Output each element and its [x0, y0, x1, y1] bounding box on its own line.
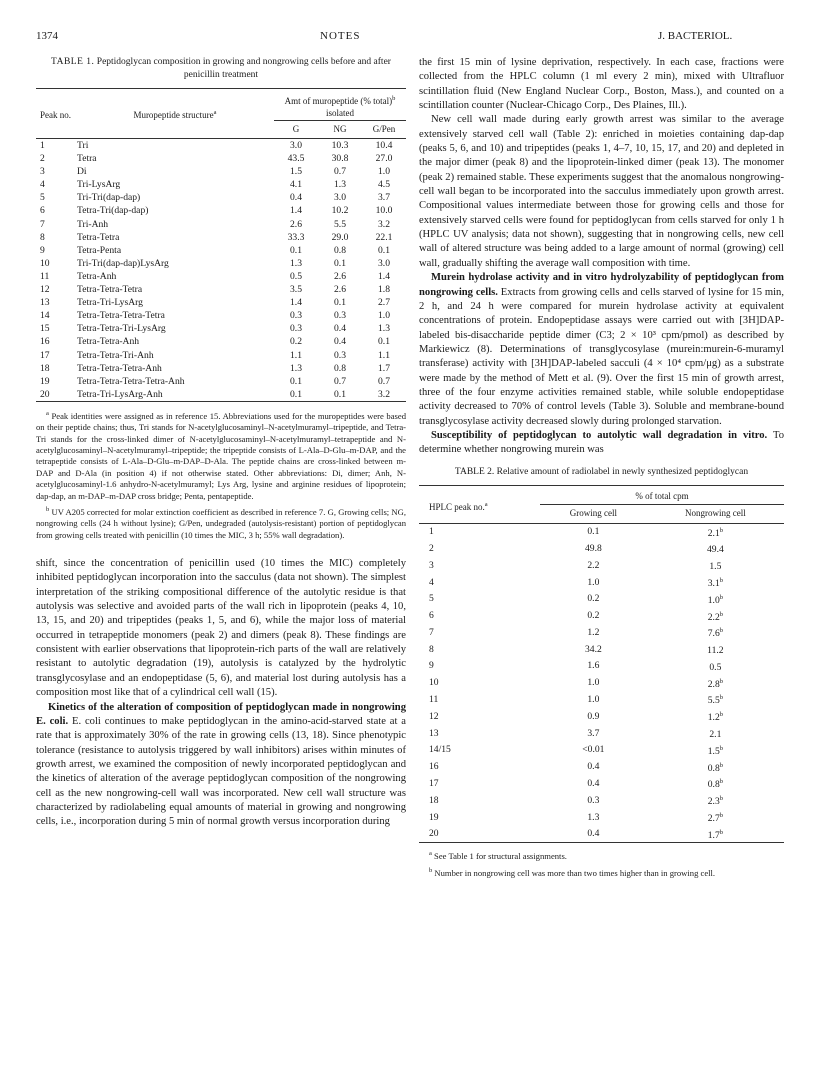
table2-nongrowing-value: 5.5 — [707, 695, 720, 707]
table1-cell-gpen: 1.0 — [378, 166, 390, 178]
table2-row — [419, 624, 784, 641]
right-column — [419, 56, 784, 881]
table1-cell-peak: 9 — [40, 244, 45, 256]
table2-cell-growing: 1.3 — [587, 811, 600, 823]
table2-cell-peak: 11 — [429, 694, 439, 706]
table1-cell-g: 0.3 — [290, 323, 302, 335]
table2-cell-growing: 1.2 — [587, 626, 600, 638]
table1-cell-ng: 2.6 — [334, 284, 346, 296]
left-column — [36, 56, 406, 830]
table1-cell-ng: 0.7 — [334, 166, 346, 178]
table1-cell-g: 1.3 — [290, 362, 302, 374]
table2-cell-growing: 34.2 — [584, 643, 602, 655]
table2 — [419, 485, 784, 844]
table1-header-ng: NG — [333, 124, 347, 134]
table2-footnote-mark: b — [719, 744, 723, 752]
table2-cell-nongrowing — [647, 742, 784, 759]
table1-cell-g: 33.3 — [287, 231, 305, 243]
table2-header-peak: HPLC peak no.$^a$ — [429, 500, 488, 512]
table2-cell-peak: 20 — [429, 828, 439, 840]
table2-row — [419, 608, 784, 625]
table1-footnote-b: $^b$ UV A205 corrected for molar extinction coefficient as described in reference 7. G, Growing cells; NG, nongrowing cells (24 h without lysine); G/Pen, undegraded (autolysis-resistant) portion of peptidoglycan from growing cells treated with penicillin (10 times the MIC, 3 h; 55% wall degradation). — [36, 505, 406, 540]
table2-cell-peak: 18 — [429, 794, 439, 806]
table2-footnote-mark: b — [719, 610, 723, 618]
table2-nongrowing-value: 3.1 — [707, 578, 720, 590]
table1-cell-structure: Tri-Anh — [77, 218, 109, 230]
table1-cell-ng: 0.1 — [334, 297, 346, 309]
table1-row — [36, 283, 406, 296]
table2-nongrowing-value: 1.7 — [707, 829, 720, 841]
table1-cell-structure: Tetra-Tri-LysArg — [77, 297, 143, 309]
table2-nongrowing-value: 2.1 — [707, 527, 720, 539]
table2-nongrowing-value: 2.2 — [707, 611, 720, 623]
table2-cell-nongrowing — [647, 540, 784, 557]
table1-row — [36, 244, 406, 257]
table2-cell-growing: 1.0 — [587, 576, 600, 588]
table2-row — [419, 557, 784, 574]
table1-cell-structure: Tetra-Tetra-Tetra-Anh — [77, 362, 162, 374]
table2-row — [419, 658, 784, 675]
table1-cell-g: 3.5 — [290, 284, 302, 296]
right-body-text — [419, 56, 784, 458]
table1-cell-gpen: 1.3 — [378, 323, 390, 335]
table2-cell-nongrowing — [647, 608, 784, 625]
table1-header-amount: Amt of muropeptide (% total)$^b$ isolated — [274, 89, 406, 121]
table2-cell-nongrowing — [647, 826, 784, 843]
table1-row — [36, 152, 406, 165]
table2-cell-peak: 7 — [429, 626, 434, 638]
table1-cell-peak: 3 — [40, 166, 45, 178]
table2-row — [419, 523, 784, 540]
table1-cell-peak: 2 — [40, 153, 45, 165]
table1-cell-g: 0.1 — [290, 244, 302, 256]
left-paragraph-2: Kinetics of the alteration of composition of peptidoglycan made in nongrowing E. coli. E. coli continues to make peptidoglycan in the amino-acid-starved state at a rate that is approximately 30% of the rate in growing cells (13, 18). Since phenotypic tolerance (resistance to autolysis triggered by wall inhibitors) arises within minutes of growth arrest, we examined the composition of newly incorporated peptidoglycan and the kinetics of alteration of the average peptidoglycan composition of the nongrowing cell as the new nongrowing-cell wall was incorporated. New cell wall structure was characterized by radiolabeling equal amounts of material in growing and nongrowing cells, i.e., incorporation during 5 min of normal growth versus incorporation during — [36, 701, 407, 828]
table1-cell-ng: 29.0 — [331, 231, 349, 243]
page-number: 1374 — [36, 30, 58, 42]
journal-name: J. BACTERIOL. — [658, 30, 733, 42]
table2-footnote-mark: b — [719, 778, 723, 786]
table1-row — [36, 139, 406, 153]
table1-cell-g: 4.1 — [290, 179, 302, 191]
table1-cell-ng: 2.6 — [334, 270, 346, 282]
table2-footnote-mark: b — [719, 795, 723, 803]
table1-row — [36, 349, 406, 362]
table2-cell-peak: 12 — [429, 710, 439, 722]
table1-cell-ng: 0.4 — [334, 336, 346, 348]
table1-cell-structure: Tri-LysArg — [77, 179, 121, 191]
table2-cell-peak: 14/15 — [429, 744, 451, 756]
table2-cell-growing: 0.2 — [587, 610, 600, 622]
right-paragraph-1: the first 15 min of lysine deprivation, respectively. In each case, fractions were collected from the HPLC column (1 ml every 2 min), mixed with Ultrafluor scintillation fluid (New England Nuclear Corp., Boston, Mass.), and counted on a scintillation counter (Nuclear-Chicago Corp., Des Plaines, Ill.). — [419, 57, 784, 112]
table2-cell-peak: 2 — [429, 543, 434, 554]
table2-cell-growing: 0.4 — [587, 828, 600, 840]
table1-cell-gpen: 1.4 — [378, 270, 390, 282]
table2-footnote-mark: b — [719, 627, 723, 635]
table1-cell-gpen: 3.2 — [378, 218, 390, 230]
table2-header-group: % of total cpm — [540, 485, 784, 504]
table2-nongrowing-value: 2.8 — [707, 678, 720, 690]
table1-cell-structure: Tetra-Tetra-Anh — [77, 336, 140, 348]
table2-caption — [419, 466, 784, 479]
table1-cell-structure: Tetra — [77, 153, 97, 165]
table2-cell-nongrowing — [647, 809, 784, 826]
table2-footnotes — [419, 848, 784, 879]
table2-cell-nongrowing — [647, 574, 784, 591]
table1-cell-gpen: 2.7 — [378, 297, 390, 309]
table1-cell-ng: 10.3 — [331, 140, 349, 151]
table2-row — [419, 792, 784, 809]
table1-cell-peak: 7 — [40, 218, 45, 230]
table1-cell-structure: Tetra-Tetra-Tri-LysArg — [77, 323, 166, 335]
table2-cell-peak: 5 — [429, 593, 434, 605]
table1-cell-gpen: 10.0 — [375, 205, 393, 217]
table2-nongrowing-value: 0.8 — [707, 762, 720, 774]
table2-row — [419, 826, 784, 843]
susceptibility-heading: Susceptibility of peptidoglycan to autolytic wall degradation in vitro. — [431, 429, 768, 441]
table2-cell-growing: 0.4 — [587, 761, 600, 773]
table1-cell-peak: 17 — [40, 349, 50, 361]
table1-cell-peak: 20 — [40, 388, 50, 400]
table1-cell-gpen: 3.0 — [378, 257, 390, 269]
table1-caption — [36, 56, 406, 82]
table1-header-g: G — [292, 124, 300, 134]
table1-cell-g: 2.6 — [290, 218, 302, 230]
table2-footnote-mark: b — [719, 593, 723, 601]
table2-nongrowing-value: 49.4 — [706, 544, 724, 556]
table2-cell-peak: 1 — [429, 526, 434, 538]
table2-cell-peak: 10 — [429, 677, 439, 689]
table1-footnotes — [36, 408, 406, 541]
table2-cell-peak: 9 — [429, 660, 434, 672]
table1-cell-peak: 18 — [40, 362, 50, 374]
table2-footnote-mark: b — [719, 761, 723, 769]
table1-cell-structure: Di — [77, 166, 87, 178]
table1-cell-structure: Tetra-Tetra — [77, 231, 120, 243]
table1 — [36, 88, 406, 402]
table2-cell-nongrowing — [647, 557, 784, 574]
table2-cell-peak: 13 — [429, 727, 439, 739]
table2-cell-peak: 8 — [429, 643, 434, 655]
table2-cell-growing: 3.7 — [587, 727, 600, 739]
table2-row — [419, 742, 784, 759]
table1-cell-g: 0.1 — [290, 388, 302, 400]
table1-title: TABLE 1. — [51, 57, 95, 67]
table2-header-nongrowing: Nongrowing cell — [685, 507, 746, 518]
table2-row — [419, 759, 784, 776]
table2-nongrowing-value: 1.2 — [707, 712, 720, 724]
table1-row — [36, 178, 406, 191]
table2-nongrowing-value: 2.7 — [707, 813, 720, 825]
table2-cell-peak: 16 — [429, 761, 439, 773]
table1-cell-structure: Tetra-Anh — [77, 270, 117, 282]
table1-cell-peak: 4 — [40, 179, 45, 191]
left-body-text — [36, 557, 406, 830]
table2-cell-growing: 1.6 — [587, 660, 600, 672]
table2-row — [419, 641, 784, 658]
table1-cell-g: 1.3 — [290, 257, 302, 269]
table2-cell-growing: 2.2 — [587, 559, 600, 571]
table1-cell-gpen: 27.0 — [375, 153, 393, 165]
table1-row — [36, 309, 406, 322]
table1-cell-peak: 8 — [40, 231, 45, 243]
table1-cell-g: 0.2 — [290, 336, 302, 348]
table2-body — [419, 523, 784, 843]
table1-cell-peak: 11 — [40, 270, 50, 282]
table2-header-growing: Growing cell — [569, 507, 617, 518]
table2-nongrowing-value: 0.8 — [707, 779, 720, 791]
table2-footnote-mark: b — [719, 677, 723, 685]
table1-header-structure: Muropeptide structure$^a$ — [133, 108, 217, 120]
table1-cell-g: 3.0 — [290, 140, 302, 151]
table2-cell-nongrowing — [647, 658, 784, 675]
table1-row — [36, 231, 406, 244]
table2-nongrowing-value: 1.5 — [707, 745, 720, 757]
table1-cell-ng: 1.3 — [334, 179, 346, 191]
table1-cell-ng: 0.4 — [334, 323, 346, 335]
table1-cell-structure: Tri — [77, 140, 89, 151]
section-title: NOTES — [320, 30, 361, 42]
table2-nongrowing-value: 2.3 — [707, 796, 720, 808]
table2-cell-peak: 17 — [429, 777, 439, 789]
table2-nongrowing-value: 1.5 — [709, 561, 722, 573]
table1-row — [36, 218, 406, 231]
table1-cell-ng: 30.8 — [331, 153, 349, 165]
table1-cell-g: 1.5 — [290, 166, 302, 178]
table1-cell-g: 43.5 — [287, 153, 305, 165]
table1-cell-ng: 10.2 — [331, 205, 349, 217]
table2-cell-growing: 0.1 — [587, 526, 600, 538]
table1-cell-g: 1.1 — [290, 349, 302, 361]
kinetics-heading: Kinetics of the alteration of composition of peptidoglycan made in nongrowing E. coli. — [36, 701, 406, 727]
table1-cell-structure: Tri-Tri(dap-dap) — [77, 192, 141, 204]
table1-row — [36, 335, 406, 348]
table2-cell-growing: 1.0 — [587, 694, 600, 706]
table2-nongrowing-value: 1.0 — [707, 594, 720, 606]
table1-row — [36, 322, 406, 335]
table1-cell-ng: 0.7 — [334, 375, 346, 387]
table1-row — [36, 270, 406, 283]
table1-cell-g: 0.5 — [290, 270, 302, 282]
table1-cell-ng: 0.1 — [334, 257, 346, 269]
table1-cell-structure: Tri-Tri(dap-dap)LysArg — [77, 257, 169, 269]
table2-cell-nongrowing — [647, 591, 784, 608]
table1-cell-gpen: 22.1 — [375, 231, 393, 243]
table2-footnote-mark: b — [719, 828, 723, 836]
table1-cell-ng: 0.3 — [334, 310, 346, 322]
table2-row — [419, 809, 784, 826]
table2-row — [419, 691, 784, 708]
table1-cell-gpen: 0.7 — [378, 375, 390, 387]
table2-nongrowing-value: 7.6 — [707, 628, 720, 640]
table2-cell-nongrowing — [647, 624, 784, 641]
table1-header-peak: Peak no. — [40, 110, 71, 120]
table1-cell-peak: 5 — [40, 192, 45, 204]
table1-cell-gpen: 10.4 — [375, 140, 393, 151]
table1-caption-text: Peptidoglycan composition in growing and nongrowing cells before and after penicillin treatment — [96, 57, 391, 80]
table1-cell-ng: 0.3 — [334, 349, 346, 361]
table2-cell-growing: 0.9 — [587, 710, 600, 722]
table1-cell-g: 0.4 — [290, 192, 302, 204]
table2-footnote-mark: b — [719, 811, 723, 819]
table1-cell-gpen: 4.5 — [378, 179, 390, 191]
right-paragraph-3: Murein hydrolase activity and in vitro hydrolyzability of peptidoglycan from nongrowing cells. Extracts from growing cells and cells starved of lysine for 15 min, 2 h, and 24 h were compared for murein hydrolase activity at equivalent concentrations of protein. Endopeptidase assays were carried out with [3H]DAP-labeled bis-disaccharide peptide dimer (C3; 2 × 10³ cpm/pmol) as described by Markiewicz (8). Determinations of transglycosylase (murein:murein-6-muramyl transferase) activity with [3H]DAP-labeled sacculi (4 × 10⁴ cpm/μg) as a substrate were made by the method of Mett et al. (9). Over the first 15 min of growth arrest, three of the four enzyme activities remained stable, while soluble endopeptidase activity decreased to 70% of control levels (Table 3). Soluble and membrane-bound transglycosylase activity decreased slowly during prolonged starvation. — [419, 272, 785, 427]
table2-cell-growing: 49.8 — [584, 543, 602, 554]
hydrolase-heading: Murein hydrolase activity and in vitro hydrolyzability of peptidoglycan from nongrowing cells. — [419, 272, 784, 298]
table2-title: TABLE 2. — [454, 466, 495, 477]
table2-cell-growing: 0.4 — [587, 777, 600, 789]
table1-cell-ng: 0.8 — [334, 244, 346, 256]
table1-cell-gpen: 3.7 — [378, 192, 390, 204]
table1-cell-ng: 5.5 — [334, 218, 346, 230]
table2-cell-nongrowing — [647, 759, 784, 776]
table2-row — [419, 675, 784, 692]
table1-cell-g: 0.1 — [290, 375, 302, 387]
table1-cell-structure: Tetra-Tetra-Tetra — [77, 284, 143, 296]
table1-row — [36, 296, 406, 309]
table1-row — [36, 204, 406, 217]
table2-footnote-b: $^b$ Number in nongrowing cell was more than two times higher than in growing cell. — [429, 866, 716, 878]
table2-cell-peak: 19 — [429, 811, 439, 823]
table1-cell-structure: Tetra-Tetra-Tetra-Tetra-Anh — [77, 375, 185, 387]
table1-cell-structure: Tetra-Tri-LysArg-Anh — [77, 388, 163, 400]
table2-cell-nongrowing — [647, 641, 784, 658]
table2-footnote-a: $^a$ See Table 1 for structural assignments. — [429, 850, 567, 862]
right-paragraph-4: Susceptibility of peptidoglycan to autolytic wall degradation in vitro. To determine whether nongrowing murein was — [419, 429, 784, 456]
table2-cell-nongrowing — [647, 725, 784, 742]
table1-row — [36, 165, 406, 178]
table2-cell-nongrowing — [647, 523, 784, 540]
table1-cell-gpen: 0.1 — [378, 244, 390, 256]
table1-cell-ng: 0.1 — [334, 388, 346, 400]
table1-cell-peak: 6 — [40, 205, 45, 217]
table2-caption-text: Relative amount of radiolabel in newly synthesized peptidoglycan — [496, 466, 749, 477]
table2-cell-peak: 4 — [429, 576, 434, 588]
table1-cell-peak: 15 — [40, 323, 50, 335]
table1-cell-g: 1.4 — [290, 297, 302, 309]
table2-cell-nongrowing — [647, 775, 784, 792]
table1-cell-peak: 14 — [40, 310, 50, 322]
table1-cell-gpen: 1.0 — [378, 310, 390, 322]
table1-cell-structure: Tetra-Tetra-Tetra-Tetra — [77, 310, 165, 322]
table1-body — [36, 139, 406, 402]
table2-cell-growing: 1.0 — [587, 677, 600, 689]
table2-cell-nongrowing — [647, 691, 784, 708]
table1-header-gpen: G/Pen — [372, 124, 396, 134]
table1-cell-gpen: 1.8 — [378, 284, 390, 296]
table2-cell-growing: <0.01 — [582, 744, 605, 756]
table2-nongrowing-value: 0.5 — [709, 662, 722, 674]
table2-cell-peak: 6 — [429, 610, 434, 622]
table1-row — [36, 388, 406, 402]
table1-row — [36, 257, 406, 270]
left-paragraph-1: shift, since the concentration of penicillin used (10 times the MIC) completely inhibited peptidoglycan incorporation into the sacculus (data not shown). The simplest interpretation of the striking compositional difference of the autolytic residue is that autolysis was selective and avoided parts of the wall rich in lipoprotein (peaks 4, 10, 13, 15, and 20) and tripeptides (peaks 1, 5, and 6), while the major loss of material occurred in tetrapeptide monomers (peak 2) and dimers (peak 8). These findings are consistent with earlier observations that lipoprotein-rich parts of the wall are relatively resistant to autolytic degradation (19), autolysis is catalyzed by the hydrolytic transglycosylase and an endopeptidase (5, 6), and material lost during autolysis has a composition most like that of a cylindrical cell wall (15). — [36, 558, 406, 699]
table1-cell-peak: 13 — [40, 297, 50, 309]
table1-cell-gpen: 1.1 — [378, 349, 390, 361]
table2-row — [419, 708, 784, 725]
table1-cell-peak: 16 — [40, 336, 50, 348]
table1-cell-peak: 1 — [40, 140, 45, 151]
table1-cell-peak: 12 — [40, 284, 50, 296]
table1-row — [36, 191, 406, 204]
table1-cell-structure: Tetra-Tri(dap-dap) — [77, 205, 149, 217]
table2-nongrowing-value: 11.2 — [707, 645, 724, 657]
table1-row — [36, 375, 406, 388]
table1-footnote-a: $^a$ Peak identities were assigned as in reference 15. Abbreviations used for the muropeptides were based on their peptide chains; thus, Tri stands for N-acetylglucosaminyl–N-acetylmuramyl–tripeptide, and Tetra-Tri stands for the cross-linked dimer of N-acetylglucosaminyl–N-acetylmuramyl–tetrapeptide and N-acetylglucosaminyl–N-acetylmuramyl–tripeptide; the tripeptide consists of L-Ala–D-Glu–m-DAP, and the tetrapeptide consists of L-Ala–D-Glu–m-DAP–D-Ala. The peptide chains are cross-linked between m-DAP and D-Ala (in position 4) if not otherwise stated. Other abbreviations: Di, dimer; Anh, N-acetylglucosaminyl-1.6 anhydro-N-acetylmuramyl; Lys Arg, lysine and arginine residues of lipoprotein; dap-dap, an m-DAP–m-DAP cross bridge; Penta, pentapeptide. — [36, 409, 406, 501]
table2-row — [419, 725, 784, 742]
right-paragraph-2: New cell wall made during early growth arrest was similar to the average extensively starved cell wall (Table 2): enriched in moieties containing dap-dap (peaks 5, 6, and 10) and tripeptides (peaks 1, 4–7, 10, 15, 17, and 20) and depleted in the major dimer (peak 8) and the lipoprotein-linked dimer (peak 13). The monomer (peak 2) remained stable. These experiments suggest that the anomalous nongrowing-cell wall began to be incorporated into the sacculus immediately upon growth arrest. Compositional values intermediate between those for growing cells and those for extensively starved cells were found for peptidoglycan from cells starved for only 1 h (HPLC UV analysis; data not shown), suggesting that in nongrowing cells, new cell wall of altered structure was being added to a large amount of normal (growing) cell wall, gradually shifting the average wall composition with time. — [419, 114, 784, 269]
table2-cell-nongrowing — [647, 708, 784, 725]
table2-row — [419, 775, 784, 792]
table2-cell-nongrowing — [647, 792, 784, 809]
table2-cell-growing: 0.3 — [587, 794, 600, 806]
table2-footnote-mark: b — [719, 711, 723, 719]
table1-cell-gpen: 3.2 — [378, 388, 390, 400]
table1-cell-g: 0.3 — [290, 310, 302, 322]
table2-nongrowing-value: 2.1 — [709, 729, 722, 741]
table2-footnote-mark: b — [719, 694, 723, 702]
table2-cell-peak: 3 — [429, 559, 434, 571]
table1-cell-ng: 0.8 — [334, 362, 346, 374]
table2-cell-nongrowing — [647, 675, 784, 692]
table1-cell-g: 1.4 — [290, 205, 302, 217]
table2-row — [419, 574, 784, 591]
table2-row — [419, 591, 784, 608]
table2-row — [419, 540, 784, 557]
table1-cell-peak: 10 — [40, 257, 50, 269]
table1-cell-structure: Tetra-Tetra-Tri-Anh — [77, 349, 154, 361]
table2-footnote-mark: b — [719, 576, 723, 584]
table2-footnote-mark: b — [719, 526, 723, 534]
table1-row — [36, 362, 406, 375]
table1-cell-gpen: 1.7 — [378, 362, 390, 374]
table1-cell-gpen: 0.1 — [378, 336, 390, 348]
table2-cell-growing: 0.2 — [587, 593, 600, 605]
table1-cell-ng: 3.0 — [334, 192, 346, 204]
table1-cell-structure: Tetra-Penta — [77, 244, 122, 256]
table1-cell-peak: 19 — [40, 375, 50, 387]
